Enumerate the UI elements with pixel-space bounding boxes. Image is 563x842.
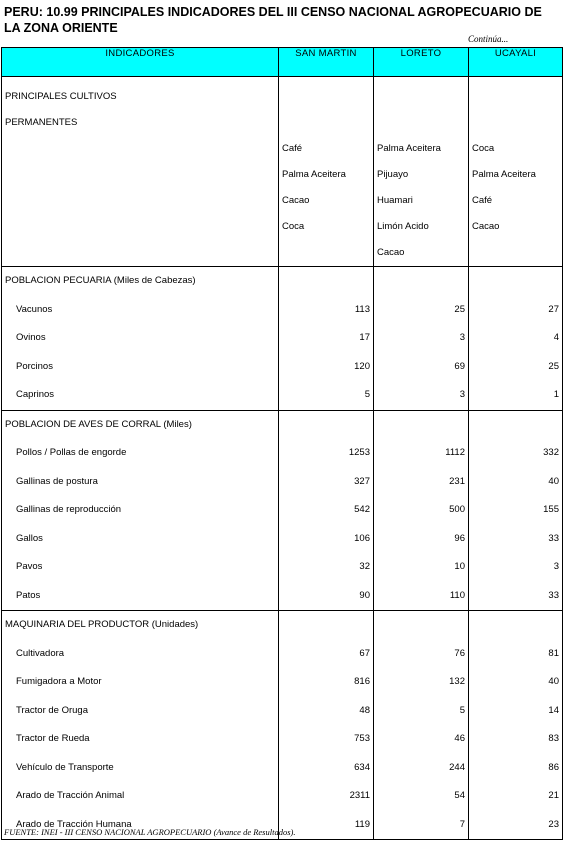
- row-label: [2, 468, 279, 497]
- table-row: [2, 496, 563, 525]
- row-value-text: 542: [354, 504, 370, 515]
- cultivos-san-martin: [279, 77, 374, 267]
- row-label-text: Tractor de Oruga: [16, 704, 88, 716]
- row-label-text: Pollos / Pollas de engorde: [16, 447, 127, 458]
- row-label: [2, 754, 279, 783]
- row-label: [2, 381, 279, 410]
- table-header: [2, 48, 563, 77]
- section-label-text: POBLACION PECUARIA (Miles de Cabezas): [5, 275, 196, 286]
- row-value: [469, 439, 563, 468]
- crop-item: Palma Aceitera: [472, 169, 536, 180]
- row-label-text: Patos: [16, 589, 41, 601]
- cultivos-loreto: [374, 77, 469, 267]
- table-row: [2, 725, 563, 754]
- source-note: FUENTE: INEI - III CENSO NACIONAL AGROPECUARIO (Avance de Resultados).: [4, 827, 296, 837]
- row-value-text: 86: [548, 761, 559, 773]
- row-value: [374, 496, 469, 525]
- crop-item: Coca: [282, 221, 305, 232]
- row-label: [2, 439, 279, 468]
- crop-item: Coca: [472, 143, 495, 154]
- row-label: [2, 553, 279, 582]
- row-value: [469, 353, 563, 382]
- row-label-text: Cultivadora: [16, 647, 65, 659]
- row-value: [469, 754, 563, 783]
- section-label-text: POBLACION DE AVES DE CORRAL (Miles): [5, 418, 192, 430]
- row-label: [2, 725, 279, 754]
- row-value: [374, 754, 469, 783]
- row-label-text: Gallinas de reproducción: [16, 504, 122, 515]
- row-value: [469, 553, 563, 582]
- row-value-text: 32: [359, 561, 370, 572]
- row-value-text: 33: [548, 589, 559, 601]
- row-value-text: 3: [459, 389, 465, 400]
- row-label-text: Vacunos: [16, 303, 53, 315]
- crop-item: Cacao: [377, 247, 405, 258]
- empty-cell: [279, 410, 374, 439]
- row-value: [469, 496, 563, 525]
- row-value: [279, 353, 374, 382]
- row-value: [469, 468, 563, 497]
- empty-cell-text: [469, 267, 562, 296]
- empty-cell: [469, 410, 563, 439]
- row-value-text: 83: [548, 733, 559, 744]
- continua-note: Continúa...: [468, 34, 509, 44]
- row-label: [2, 324, 279, 353]
- empty-cell-text: [279, 411, 373, 440]
- row-value: [469, 582, 563, 611]
- table-row: [2, 582, 563, 611]
- row-value-text: 113: [354, 303, 370, 315]
- row-value: [469, 668, 563, 697]
- empty-cell: [469, 611, 563, 640]
- cultivos-label-cell: [2, 77, 279, 267]
- crop-item: Palma Aceitera: [282, 169, 346, 180]
- row-value: [374, 439, 469, 468]
- row-value-text: 10: [454, 561, 465, 572]
- row-value: [374, 811, 469, 840]
- row-label: [2, 782, 279, 811]
- row-label-text: Porcinos: [16, 360, 53, 372]
- row-label: [2, 668, 279, 697]
- table-row: [2, 296, 563, 325]
- row-value: [279, 296, 374, 325]
- crop-item: Palma Aceitera: [377, 143, 441, 154]
- row-value-text: 21: [548, 790, 559, 801]
- header-indicadores: INDICADORES: [2, 48, 279, 77]
- row-value: [469, 697, 563, 726]
- row-label-text: Fumigadora a Motor: [16, 676, 102, 687]
- row-value-text: 25: [454, 303, 465, 315]
- row-value: [279, 754, 374, 783]
- row-value-text: 40: [548, 676, 559, 687]
- table-row: [2, 553, 563, 582]
- row-label: [2, 697, 279, 726]
- row-label: [2, 496, 279, 525]
- row-label-text: Pavos: [16, 561, 43, 572]
- row-value-text: 14: [548, 704, 559, 716]
- section-aves: [2, 410, 563, 611]
- header-loreto: LORETO: [374, 48, 469, 77]
- empty-cell: [374, 410, 469, 439]
- row-value: [374, 640, 469, 669]
- row-value-text: 1112: [445, 447, 465, 458]
- empty-cell-text: [374, 611, 468, 640]
- row-value: [374, 525, 469, 554]
- row-value-text: 23: [548, 818, 559, 830]
- cultivos-label-2: PERMANENTES: [5, 117, 78, 128]
- row-value-text: 69: [454, 360, 465, 372]
- row-value-text: 40: [548, 475, 559, 487]
- empty-cell-text: [469, 411, 562, 440]
- row-value-text: 120: [354, 360, 370, 372]
- row-value: [279, 782, 374, 811]
- row-value-text: 3: [459, 332, 465, 343]
- row-value-text: 46: [454, 733, 465, 744]
- row-value: [374, 725, 469, 754]
- row-value-text: 155: [543, 504, 559, 515]
- row-value-text: 27: [548, 303, 559, 315]
- row-value-text: 1253: [348, 447, 370, 458]
- crop-item: Cacao: [282, 195, 310, 206]
- table-row: [2, 381, 563, 410]
- row-value-text: 132: [449, 676, 465, 687]
- table-row: [2, 697, 563, 726]
- crop-item: Limón Acido: [377, 221, 429, 232]
- row-label-text: Ovinos: [16, 332, 46, 343]
- row-label-text: Caprinos: [16, 389, 55, 400]
- row-label-text: Gallos: [16, 532, 43, 544]
- row-value: [374, 324, 469, 353]
- empty-cell-text: [374, 267, 468, 296]
- table-row: [2, 525, 563, 554]
- crop-item: Pijuayo: [377, 169, 409, 180]
- row-value: [469, 725, 563, 754]
- row-label: [2, 582, 279, 611]
- empty-cell: [279, 267, 374, 296]
- section-label: [2, 611, 279, 640]
- row-value: [279, 381, 374, 410]
- table-row: [2, 353, 563, 382]
- row-value: [374, 353, 469, 382]
- table-row: [2, 324, 563, 353]
- row-value: [469, 640, 563, 669]
- table-row: [2, 640, 563, 669]
- crop-item: Cacao: [472, 221, 500, 232]
- empty-cell: [469, 267, 563, 296]
- empty-cell: [374, 611, 469, 640]
- row-value-text: 67: [359, 647, 370, 659]
- row-value-text: 110: [449, 589, 465, 601]
- page-title: PERU: 10.99 PRINCIPALES INDICADORES DEL III CENSO NACIONAL AGROPECUARIO DE LA ZONA ORIENTE: [4, 5, 542, 35]
- row-value: [279, 668, 374, 697]
- empty-cell-text: [279, 611, 373, 640]
- row-value: [469, 525, 563, 554]
- row-value: [374, 553, 469, 582]
- row-value-text: 81: [548, 647, 559, 659]
- row-value-text: 753: [354, 733, 370, 744]
- crop-item: Café: [282, 143, 303, 154]
- row-value-text: 33: [548, 532, 559, 544]
- row-value-text: 244: [449, 761, 465, 773]
- cultivos-label-1: PRINCIPALES CULTIVOS: [5, 91, 117, 102]
- row-value-text: 5: [364, 389, 370, 400]
- row-value-text: 106: [354, 532, 370, 544]
- row-label-text: Vehículo de Transporte: [16, 761, 114, 773]
- empty-cell-text: [374, 411, 468, 440]
- row-label-text: Arado de Tracción Animal: [16, 790, 125, 801]
- row-value-text: 332: [543, 447, 559, 458]
- row-value: [279, 439, 374, 468]
- row-value-text: 327: [354, 475, 370, 487]
- row-value-text: 90: [359, 589, 370, 601]
- section-label: [2, 267, 279, 296]
- row-value: [374, 381, 469, 410]
- row-value: [279, 468, 374, 497]
- row-value-text: 76: [454, 647, 465, 659]
- row-value-text: 48: [359, 704, 370, 716]
- empty-cell-text: [279, 267, 373, 296]
- row-value: [279, 725, 374, 754]
- row-value: [374, 468, 469, 497]
- row-value: [469, 782, 563, 811]
- row-value: [374, 782, 469, 811]
- empty-cell: [279, 611, 374, 640]
- row-value: [374, 296, 469, 325]
- section-maquinaria: [2, 611, 563, 840]
- row-value-text: 7: [459, 818, 465, 830]
- row-value: [374, 668, 469, 697]
- row-value-text: 4: [553, 332, 559, 343]
- row-value: [374, 582, 469, 611]
- section-cultivos: [2, 77, 563, 267]
- table-row: [2, 439, 563, 468]
- row-label-text: Arado de Tracción Humana: [16, 818, 132, 830]
- table-row: [2, 668, 563, 697]
- row-value: [374, 697, 469, 726]
- row-value-text: 5: [459, 704, 465, 716]
- row-value-text: 2311: [349, 790, 370, 801]
- row-value-text: 54: [454, 790, 465, 801]
- row-value-text: 96: [454, 532, 465, 544]
- empty-cell: [374, 267, 469, 296]
- section-label-text: MAQUINARIA DEL PRODUCTOR (Unidades): [5, 619, 199, 630]
- header-san-martin: SAN MARTIN: [279, 48, 374, 77]
- row-value-text: 500: [449, 504, 465, 515]
- row-value-text: 231: [449, 475, 465, 487]
- crop-item: Café: [472, 195, 493, 206]
- row-value: [469, 811, 563, 840]
- crop-item: Huamari: [377, 195, 413, 206]
- table-row: [2, 468, 563, 497]
- row-value: [469, 324, 563, 353]
- row-value-text: 816: [354, 676, 370, 687]
- indicators-table: [1, 47, 563, 840]
- row-value: [469, 381, 563, 410]
- row-value-text: 119: [354, 818, 370, 830]
- row-value-text: 1: [553, 389, 559, 400]
- row-label: [2, 353, 279, 382]
- row-value: [279, 324, 374, 353]
- section-label-row: [2, 267, 563, 296]
- row-value: [279, 697, 374, 726]
- row-label-text: Gallinas de postura: [16, 475, 98, 487]
- section-label: [2, 410, 279, 439]
- row-value: [469, 296, 563, 325]
- table-row: [2, 782, 563, 811]
- row-value-text: 25: [548, 360, 559, 372]
- row-value-text: 634: [354, 761, 370, 773]
- section-label-row: [2, 410, 563, 439]
- row-value: [279, 496, 374, 525]
- row-label: [2, 525, 279, 554]
- row-value: [279, 553, 374, 582]
- row-value: [279, 640, 374, 669]
- empty-cell-text: [469, 611, 562, 640]
- row-label: [2, 296, 279, 325]
- header-ucayali: UCAYALI: [469, 48, 563, 77]
- table-row: [2, 754, 563, 783]
- row-label: [2, 640, 279, 669]
- row-value-text: 3: [553, 561, 559, 572]
- row-value: [279, 525, 374, 554]
- section-pecuaria: [2, 267, 563, 411]
- section-label-row: [2, 611, 563, 640]
- row-value-text: 17: [359, 332, 370, 343]
- row-value: [279, 582, 374, 611]
- row-label-text: Tractor de Rueda: [16, 733, 90, 744]
- cultivos-ucayali: [469, 77, 563, 267]
